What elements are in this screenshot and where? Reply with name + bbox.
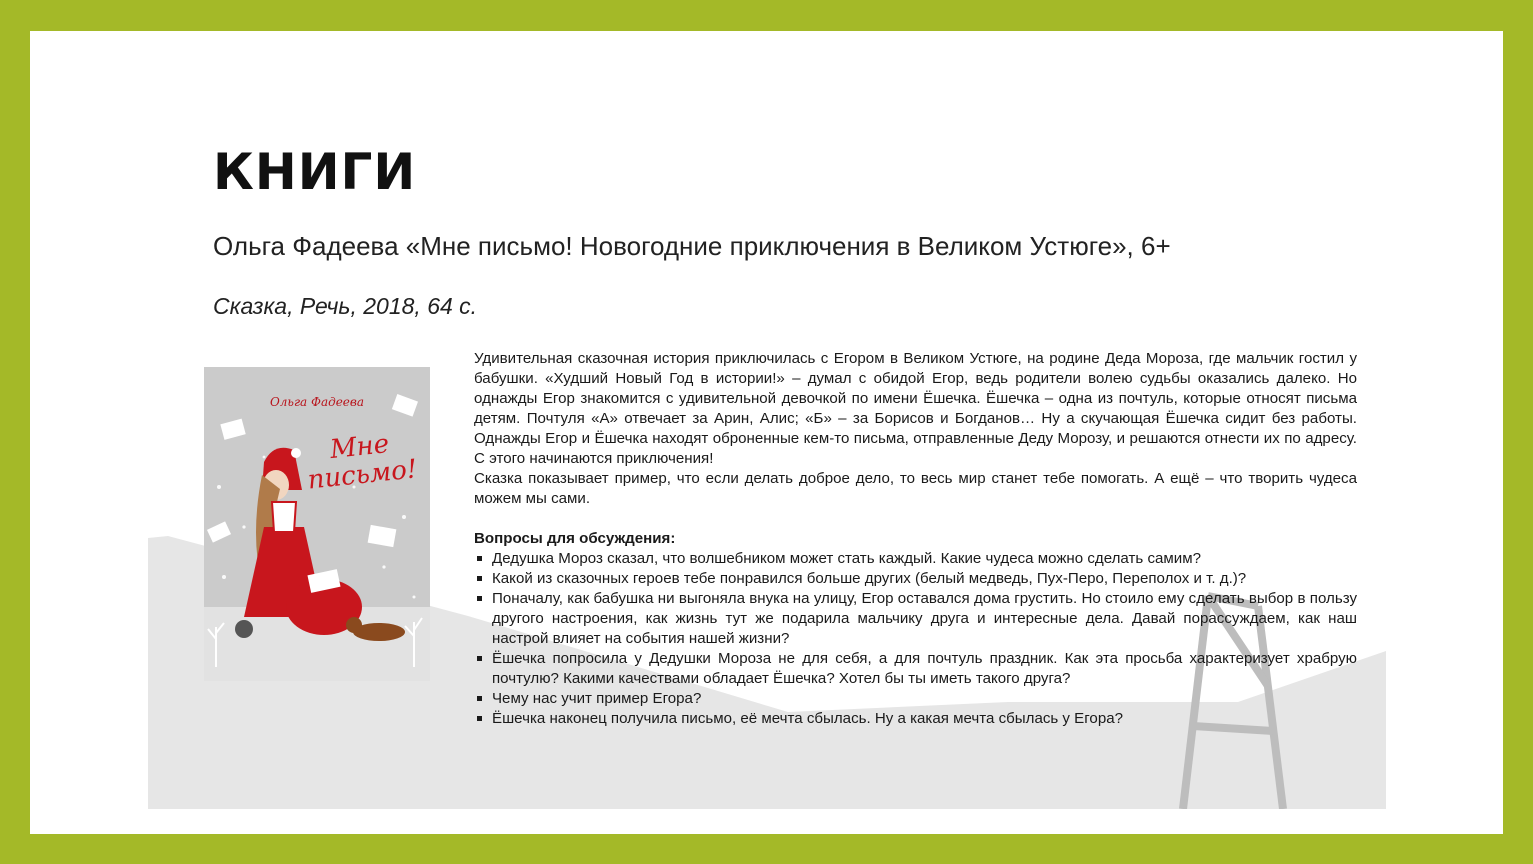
cover-illustration [204, 367, 430, 681]
question-item: Поначалу, как бабушка ни выгоняла внука на улицу, Егор оставался дома грустить. Но стоило ему сделать выбор в пользу другого настроения, как жизнь тут же подарила мальчику друга и интересные дела. Давай порассуждаем, как наш настрой влияет на события нашей жизни? [474, 589, 1357, 649]
questions-list [474, 549, 1357, 729]
question-item: Какой из сказочных героев тебе понравился больше других (белый медведь, Пух-Перо, Переполох и т. д.)? [474, 569, 1357, 589]
question-item: Дедушка Мороз сказал, что волшебником может стать каждый. Какие чудеса можно сделать самим? [474, 549, 1357, 569]
book-title: Ольга Фадеева «Мне письмо! Новогодние приключения в Великом Устюге», 6+ [213, 231, 1171, 261]
book-description [474, 349, 1357, 729]
questions-heading: Вопросы для обсуждения: [474, 530, 676, 547]
page-title: КНИГИ [213, 143, 417, 201]
question-item: Чему нас учит пример Егора? [474, 689, 1357, 709]
description-paragraph-2: Сказка показывает пример, что если делать доброе дело, то весь мир станет тебе помогать. А ещё – что творить чудеса можем мы сами. [474, 470, 1357, 507]
cover-title: Мне письмо! [306, 429, 419, 496]
question-item: Ёшечка наконец получила письмо, её мечта сбылась. Ну а какая мечта сбылась у Егора? [474, 709, 1357, 729]
book-cover [204, 367, 430, 681]
book-meta: Сказка, Речь, 2018, 64 с. [213, 293, 478, 319]
question-item: Ёшечка попросила у Дедушки Мороза не для себя, а для почтуль праздник. Как эта просьба характеризует храбрую почтулю? Какими качествами обладает Ёшечка? Хотел бы ты иметь такого друга? [474, 649, 1357, 689]
cover-author: Ольга Фадеева [269, 395, 365, 409]
description-paragraph-1: Удивительная сказочная история приключилась с Егором в Великом Устюге, на родине Деда Мороза, где мальчик гостил у бабушки. «Худший Новый Год в истории!» – думал с обидой Егор, ведь родители волею судьбы оказались далеко. Но однажды Егор знакомится с удивительной девочкой по имени Ёшечка. Ёшечка – одна из почтуль, которые относят письма детям. Почтуля «А» отвечает за Арин, Алис; «Б» – за Борисов и Богданов… Ну а скучающая Ёшечка сидит без работы. Однажды Егор и Ёшечка находят оброненные кем-то письма, отправленные Деду Морозу, и решаются отнести их по адресу. С этого начинаются приключения! [474, 350, 1357, 467]
slide [30, 31, 1503, 834]
